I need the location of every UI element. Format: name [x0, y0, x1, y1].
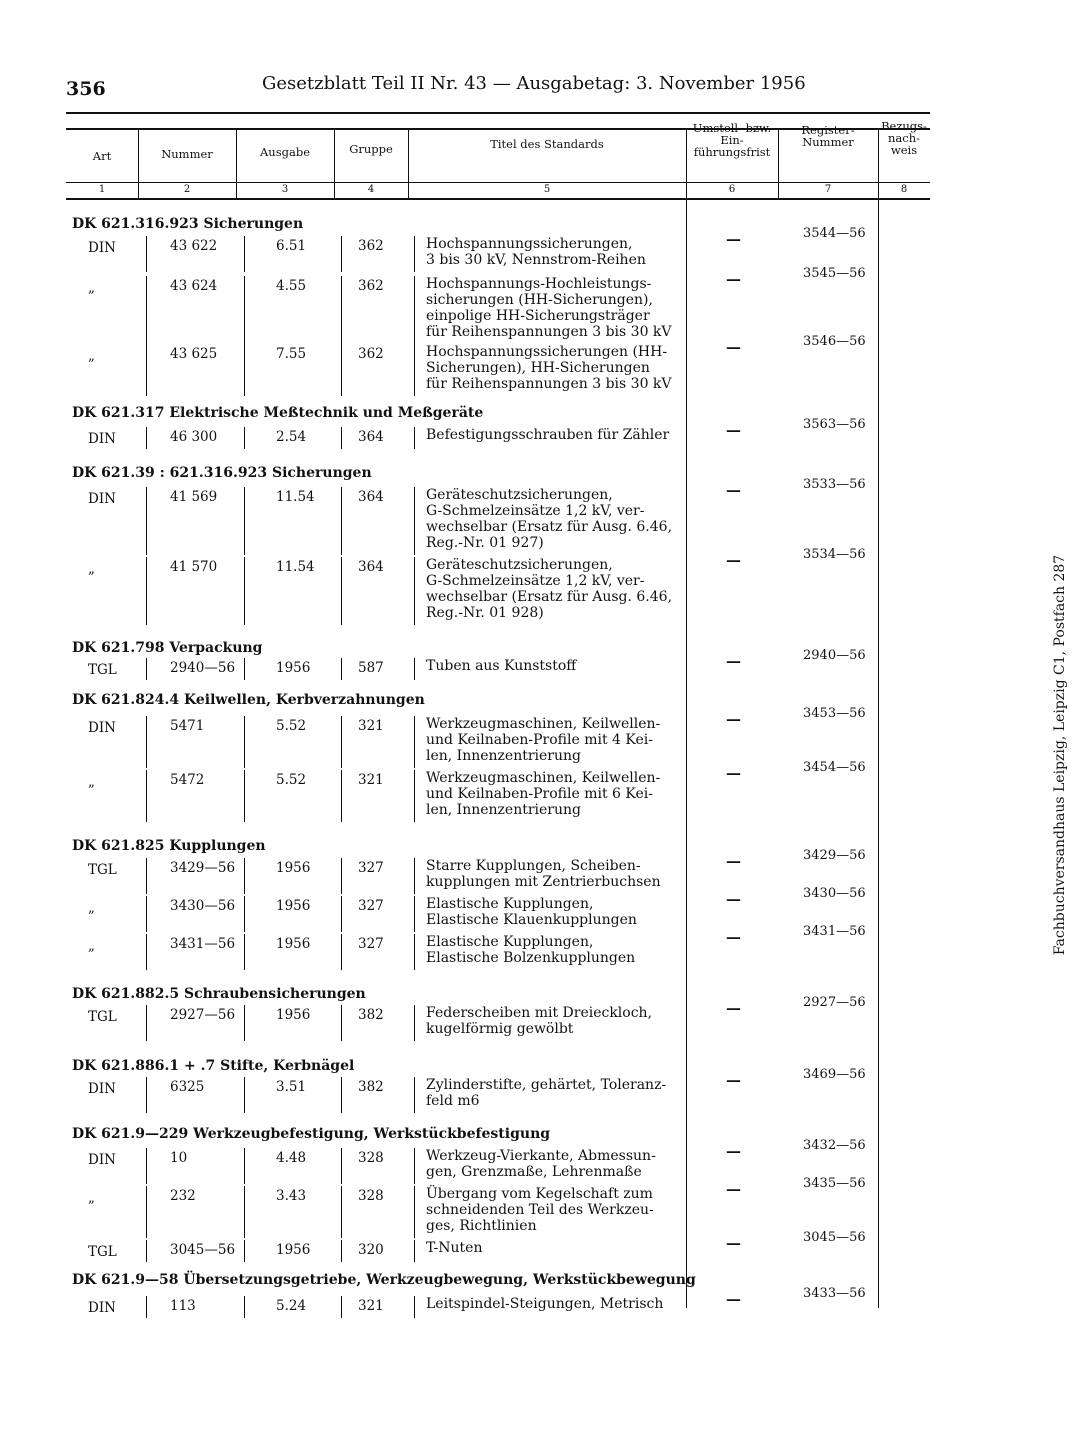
nummer-cell: 2927—56 [170, 1007, 236, 1023]
standard-title [426, 1148, 656, 1180]
cell-divider [146, 557, 147, 625]
title-line: Übergang vom Kegelschaft zum [426, 1186, 653, 1202]
cell-divider [341, 858, 342, 894]
title-line: G-Schmelzeinsätze 1,2 kV, ver- [426, 503, 645, 519]
title-line: gen, Grenzmaße, Lehrenmaße [426, 1164, 642, 1180]
ausgabe-cell: 7.55 [276, 346, 307, 362]
title-line: feld m6 [426, 1093, 480, 1109]
title-line: Tuben aus Kunststoff [426, 658, 577, 674]
frist-cell: — [726, 928, 741, 946]
cell-divider [414, 658, 415, 680]
art-cell: TGL [88, 1244, 117, 1260]
column-header: Umstell- bzw. Ein- führungsfrist [692, 121, 772, 159]
frist-cell: — [726, 890, 741, 908]
register-number: 3429—56 [803, 848, 866, 863]
frist-cell: — [726, 999, 741, 1017]
cell-divider [244, 1296, 245, 1318]
column-number: 1 [98, 184, 106, 195]
frist-cell: — [726, 710, 741, 728]
nummer-cell: 3045—56 [170, 1242, 236, 1258]
nummer-cell: 41 570 [170, 559, 218, 575]
cell-divider [244, 276, 245, 344]
cell-divider [341, 557, 342, 625]
ausgabe-cell: 5.24 [276, 1298, 307, 1314]
title-line: Hochspannungssicherungen, [426, 236, 633, 252]
cell-divider [414, 557, 415, 625]
standard-title [426, 1005, 652, 1037]
frist-cell: — [726, 1071, 741, 1089]
cell-divider [341, 344, 342, 396]
register-number: 3469—56 [803, 1067, 866, 1082]
title-line: Zylinderstifte, gehärtet, Toleranz- [426, 1077, 667, 1093]
cell-divider [341, 934, 342, 970]
register-number: 2927—56 [803, 995, 866, 1010]
gruppe-cell: 320 [358, 1242, 384, 1258]
register-number: 3045—56 [803, 1230, 866, 1245]
frist-cell: — [726, 230, 741, 248]
column-number: 8 [900, 184, 908, 195]
cell-divider [146, 858, 147, 894]
standard-title [426, 557, 672, 621]
art-cell: DIN [88, 431, 116, 447]
column-divider [236, 128, 237, 198]
register-number: 3430—56 [803, 886, 866, 901]
nummer-cell: 232 [170, 1188, 196, 1204]
cell-divider [244, 1148, 245, 1184]
cell-divider [244, 1077, 245, 1113]
column-number: 7 [824, 184, 832, 195]
nummer-cell: 6325 [170, 1079, 205, 1095]
cell-divider [414, 1186, 415, 1238]
nummer-cell: 43 624 [170, 278, 218, 294]
page-title: Gesetzblatt Teil II Nr. 43 — Ausgabetag: 3. November 1956 [262, 73, 806, 94]
column-number: 3 [281, 184, 289, 195]
standard-title [426, 1296, 663, 1312]
gruppe-cell: 362 [358, 278, 384, 294]
section-heading: DK 621.798 Verpackung [72, 640, 263, 656]
title-line: kugelförmig gewölbt [426, 1021, 574, 1037]
standard-title [426, 344, 672, 392]
cell-divider [341, 716, 342, 768]
frist-cell: — [726, 338, 741, 356]
art-cell: TGL [88, 1009, 117, 1025]
section-heading: DK 621.886.1 + .7 Stifte, Kerbnägel [72, 1058, 355, 1074]
gruppe-cell: 362 [358, 346, 384, 362]
nummer-cell: 43 622 [170, 238, 218, 254]
standard-title [426, 934, 635, 966]
cell-divider [146, 236, 147, 272]
nummer-cell: 46 300 [170, 429, 218, 445]
column-divider [878, 128, 879, 198]
header-rule [66, 112, 930, 114]
cell-divider [341, 1148, 342, 1184]
title-line: Hochspannungssicherungen (HH- [426, 344, 668, 360]
column-divider [138, 128, 139, 198]
cell-divider [146, 1077, 147, 1113]
cell-divider [146, 427, 147, 449]
title-line: schneidenden Teil des Werkzeu- [426, 1202, 654, 1218]
art-cell: „ [88, 1190, 95, 1206]
cell-divider [244, 1005, 245, 1041]
cell-divider [146, 1240, 147, 1262]
section-heading: DK 621.9—229 Werkzeugbefestigung, Werkstückbefestigung [72, 1126, 551, 1142]
column-divider [408, 128, 409, 198]
nummer-cell: 2940—56 [170, 660, 236, 676]
column-number: 4 [367, 184, 375, 195]
cell-divider [341, 658, 342, 680]
ausgabe-cell: 3.51 [276, 1079, 307, 1095]
page-number: 356 [66, 78, 106, 100]
register-number: 3546—56 [803, 334, 866, 349]
title-line: wechselbar (Ersatz für Ausg. 6.46, [426, 519, 673, 535]
gruppe-cell: 328 [358, 1150, 384, 1166]
title-line: für Reihenspannungen 3 bis 30 kV [426, 324, 672, 340]
gruppe-cell: 382 [358, 1079, 384, 1095]
title-line: ges, Richtlinien [426, 1218, 537, 1234]
ausgabe-cell: 1956 [276, 936, 311, 952]
frist-cell: — [726, 270, 741, 288]
ausgabe-cell: 1956 [276, 660, 311, 676]
nummer-cell: 113 [170, 1298, 196, 1314]
frist-cell: — [726, 1290, 741, 1308]
ausgabe-cell: 3.43 [276, 1188, 307, 1204]
frist-cell: — [726, 551, 741, 569]
standard-title [426, 236, 646, 268]
art-cell: „ [88, 774, 95, 790]
column-header: Art [92, 149, 112, 163]
gruppe-cell: 587 [358, 660, 384, 676]
ausgabe-cell: 5.52 [276, 772, 307, 788]
column-header: Bezugs- nach- weis [881, 119, 927, 157]
art-cell: „ [88, 938, 95, 954]
ausgabe-cell: 6.51 [276, 238, 307, 254]
cell-divider [414, 858, 415, 894]
cell-divider [244, 1240, 245, 1262]
ausgabe-cell: 1956 [276, 1007, 311, 1023]
title-line: len, Innenzentrierung [426, 748, 581, 764]
cell-divider [244, 344, 245, 396]
standard-title [426, 1186, 654, 1234]
frist-cell: — [726, 481, 741, 499]
cell-divider [244, 427, 245, 449]
section-heading: DK 621.9—58 Übersetzungsgetriebe, Werkzeugbewegung, Werkstückbewegung [72, 1272, 696, 1288]
cell-divider [341, 1005, 342, 1041]
art-cell: DIN [88, 1300, 116, 1316]
frist-cell: — [726, 1142, 741, 1160]
cell-divider [414, 1148, 415, 1184]
register-number: 3435—56 [803, 1176, 866, 1191]
art-cell: „ [88, 561, 95, 577]
title-line: einpolige HH-Sicherungsträger [426, 308, 650, 324]
cell-divider [341, 1077, 342, 1113]
section-heading: DK 621.39 : 621.316.923 Sicherungen [72, 465, 372, 481]
column-header: Ausgabe [260, 145, 310, 159]
nummer-cell: 3430—56 [170, 898, 236, 914]
title-line: Elastische Klauenkupplungen [426, 912, 637, 928]
frist-cell: — [726, 1180, 741, 1198]
cell-divider [244, 236, 245, 272]
standard-title [426, 487, 672, 551]
standard-title [426, 658, 576, 674]
title-line: Elastische Kupplungen, [426, 896, 594, 912]
frist-cell: — [726, 1234, 741, 1252]
gruppe-cell: 321 [358, 718, 384, 734]
cell-divider [341, 1240, 342, 1262]
cell-divider [244, 487, 245, 555]
title-line: Befestigungsschrauben für Zähler [426, 427, 670, 443]
ausgabe-cell: 11.54 [276, 559, 315, 575]
ausgabe-cell: 1956 [276, 860, 311, 876]
column-head-rule [66, 182, 930, 183]
title-line: Reg.-Nr. 01 928) [426, 605, 544, 621]
cell-divider [244, 658, 245, 680]
gruppe-cell: 328 [358, 1188, 384, 1204]
nummer-cell: 10 [170, 1150, 188, 1166]
register-number: 3563—56 [803, 417, 866, 432]
cell-divider [146, 770, 147, 822]
gruppe-cell: 364 [358, 489, 384, 505]
frist-cell: — [726, 652, 741, 670]
art-cell: DIN [88, 491, 116, 507]
column-divider [686, 198, 687, 1308]
title-line: Sicherungen), HH-Sicherungen [426, 360, 650, 376]
cell-divider [146, 658, 147, 680]
cell-divider [244, 934, 245, 970]
column-divider [878, 198, 879, 1308]
title-line: Hochspannungs-Hochleistungs- [426, 276, 652, 292]
title-line: 3 bis 30 kV, Nennstrom-Reihen [426, 252, 646, 268]
ausgabe-cell: 1956 [276, 898, 311, 914]
cell-divider [146, 1296, 147, 1318]
art-cell: TGL [88, 862, 117, 878]
cell-divider [341, 487, 342, 555]
column-number: 6 [728, 184, 736, 195]
cell-divider [341, 770, 342, 822]
column-header: Titel des Standards [490, 137, 604, 151]
register-number: 3534—56 [803, 547, 866, 562]
cell-divider [244, 557, 245, 625]
frist-cell: — [726, 852, 741, 870]
cell-divider [414, 236, 415, 272]
cell-divider [414, 427, 415, 449]
register-number: 3453—56 [803, 706, 866, 721]
register-number: 3433—56 [803, 1286, 866, 1301]
cell-divider [146, 716, 147, 768]
cell-divider [146, 276, 147, 344]
cell-divider [414, 487, 415, 555]
frist-cell: — [726, 421, 741, 439]
art-cell: DIN [88, 720, 116, 736]
cell-divider [146, 1148, 147, 1184]
title-line: T-Nuten [426, 1240, 483, 1256]
section-heading: DK 621.882.5 Schraubensicherungen [72, 986, 366, 1002]
cell-divider [414, 1077, 415, 1113]
standard-title [426, 1077, 666, 1109]
cell-divider [341, 427, 342, 449]
cell-divider [414, 1005, 415, 1041]
ausgabe-cell: 4.55 [276, 278, 307, 294]
section-heading: DK 621.824.4 Keilwellen, Kerbverzahnungen [72, 692, 425, 708]
art-cell: „ [88, 900, 95, 916]
cell-divider [414, 1240, 415, 1262]
cell-divider [244, 858, 245, 894]
cell-divider [341, 236, 342, 272]
art-cell: „ [88, 280, 95, 296]
column-header: Gruppe [349, 142, 393, 156]
cell-divider [414, 276, 415, 344]
title-line: Werkzeugmaschinen, Keilwellen- [426, 716, 661, 732]
nummer-cell: 3429—56 [170, 860, 236, 876]
publisher-note: Fachbuchversandhaus Leipzig, Leipzig C1, Postfach 287 [1052, 554, 1068, 956]
title-line: Geräteschutzsicherungen, [426, 487, 613, 503]
art-cell: DIN [88, 1081, 116, 1097]
cell-divider [414, 934, 415, 970]
cell-divider [146, 896, 147, 932]
standard-title [426, 427, 669, 443]
cell-divider [146, 1186, 147, 1238]
title-line: Elastische Kupplungen, [426, 934, 594, 950]
ausgabe-cell: 1956 [276, 1242, 311, 1258]
cell-divider [146, 1005, 147, 1041]
title-line: wechselbar (Ersatz für Ausg. 6.46, [426, 589, 673, 605]
frist-cell: — [726, 764, 741, 782]
column-header: Nummer [161, 147, 213, 161]
ausgabe-cell: 5.52 [276, 718, 307, 734]
register-number: 3533—56 [803, 477, 866, 492]
standard-title [426, 896, 637, 928]
cell-divider [414, 716, 415, 768]
register-number: 3454—56 [803, 760, 866, 775]
title-line: und Keilnaben-Profile mit 6 Kei- [426, 786, 653, 802]
title-line: für Reihenspannungen 3 bis 30 kV [426, 376, 672, 392]
title-line: Werkzeug-Vierkante, Abmessun- [426, 1148, 656, 1164]
cell-divider [414, 770, 415, 822]
ausgabe-cell: 2.54 [276, 429, 307, 445]
gruppe-cell: 364 [358, 429, 384, 445]
standard-title [426, 276, 672, 340]
nummer-cell: 43 625 [170, 346, 218, 362]
column-divider [334, 128, 335, 198]
column-number: 5 [543, 184, 551, 195]
column-number-rule [66, 198, 930, 200]
cell-divider [341, 1186, 342, 1238]
nummer-cell: 3431—56 [170, 936, 236, 952]
register-number: 3432—56 [803, 1138, 866, 1153]
title-line: und Keilnaben-Profile mit 4 Kei- [426, 732, 653, 748]
art-cell: DIN [88, 240, 116, 256]
cell-divider [244, 1186, 245, 1238]
column-number: 2 [183, 184, 191, 195]
section-heading: DK 621.825 Kupplungen [72, 838, 266, 854]
standard-title [426, 716, 660, 764]
standard-title [426, 1240, 482, 1256]
cell-divider [341, 1296, 342, 1318]
title-line: Starre Kupplungen, Scheiben- [426, 858, 641, 874]
gruppe-cell: 327 [358, 860, 384, 876]
column-header: Register- Nummer [801, 123, 855, 149]
title-line: G-Schmelzeinsätze 1,2 kV, ver- [426, 573, 645, 589]
title-line: sicherungen (HH-Sicherungen), [426, 292, 653, 308]
art-cell: TGL [88, 662, 117, 678]
cell-divider [244, 770, 245, 822]
standard-title [426, 858, 661, 890]
title-line: len, Innenzentrierung [426, 802, 581, 818]
cell-divider [146, 344, 147, 396]
nummer-cell: 5471 [170, 718, 205, 734]
cell-divider [341, 276, 342, 344]
section-heading: DK 621.316.923 Sicherungen [72, 216, 304, 232]
title-line: Leitspindel-Steigungen, Metrisch [426, 1296, 664, 1312]
title-line: Werkzeugmaschinen, Keilwellen- [426, 770, 661, 786]
title-line: Geräteschutzsicherungen, [426, 557, 613, 573]
column-divider [686, 128, 687, 198]
title-line: Elastische Bolzenkupplungen [426, 950, 636, 966]
standard-title [426, 770, 660, 818]
register-number: 3545—56 [803, 266, 866, 281]
section-heading: DK 621.317 Elektrische Meßtechnik und Meßgeräte [72, 405, 484, 421]
gruppe-cell: 362 [358, 238, 384, 254]
cell-divider [414, 896, 415, 932]
register-number: 3544—56 [803, 226, 866, 241]
title-line: kupplungen mit Zentrierbuchsen [426, 874, 661, 890]
cell-divider [414, 1296, 415, 1318]
cell-divider [341, 896, 342, 932]
cell-divider [414, 344, 415, 396]
ausgabe-cell: 4.48 [276, 1150, 307, 1166]
nummer-cell: 5472 [170, 772, 205, 788]
register-number: 2940—56 [803, 648, 866, 663]
cell-divider [146, 487, 147, 555]
gruppe-cell: 321 [358, 772, 384, 788]
gruppe-cell: 364 [358, 559, 384, 575]
cell-divider [244, 896, 245, 932]
nummer-cell: 41 569 [170, 489, 218, 505]
ausgabe-cell: 11.54 [276, 489, 315, 505]
art-cell: „ [88, 348, 95, 364]
register-number: 3431—56 [803, 924, 866, 939]
gruppe-cell: 327 [358, 898, 384, 914]
cell-divider [146, 934, 147, 970]
gruppe-cell: 327 [358, 936, 384, 952]
art-cell: DIN [88, 1152, 116, 1168]
title-line: Reg.-Nr. 01 927) [426, 535, 544, 551]
gruppe-cell: 382 [358, 1007, 384, 1023]
column-divider [778, 128, 779, 198]
cell-divider [244, 716, 245, 768]
gruppe-cell: 321 [358, 1298, 384, 1314]
title-line: Federscheiben mit Dreieckloch, [426, 1005, 653, 1021]
